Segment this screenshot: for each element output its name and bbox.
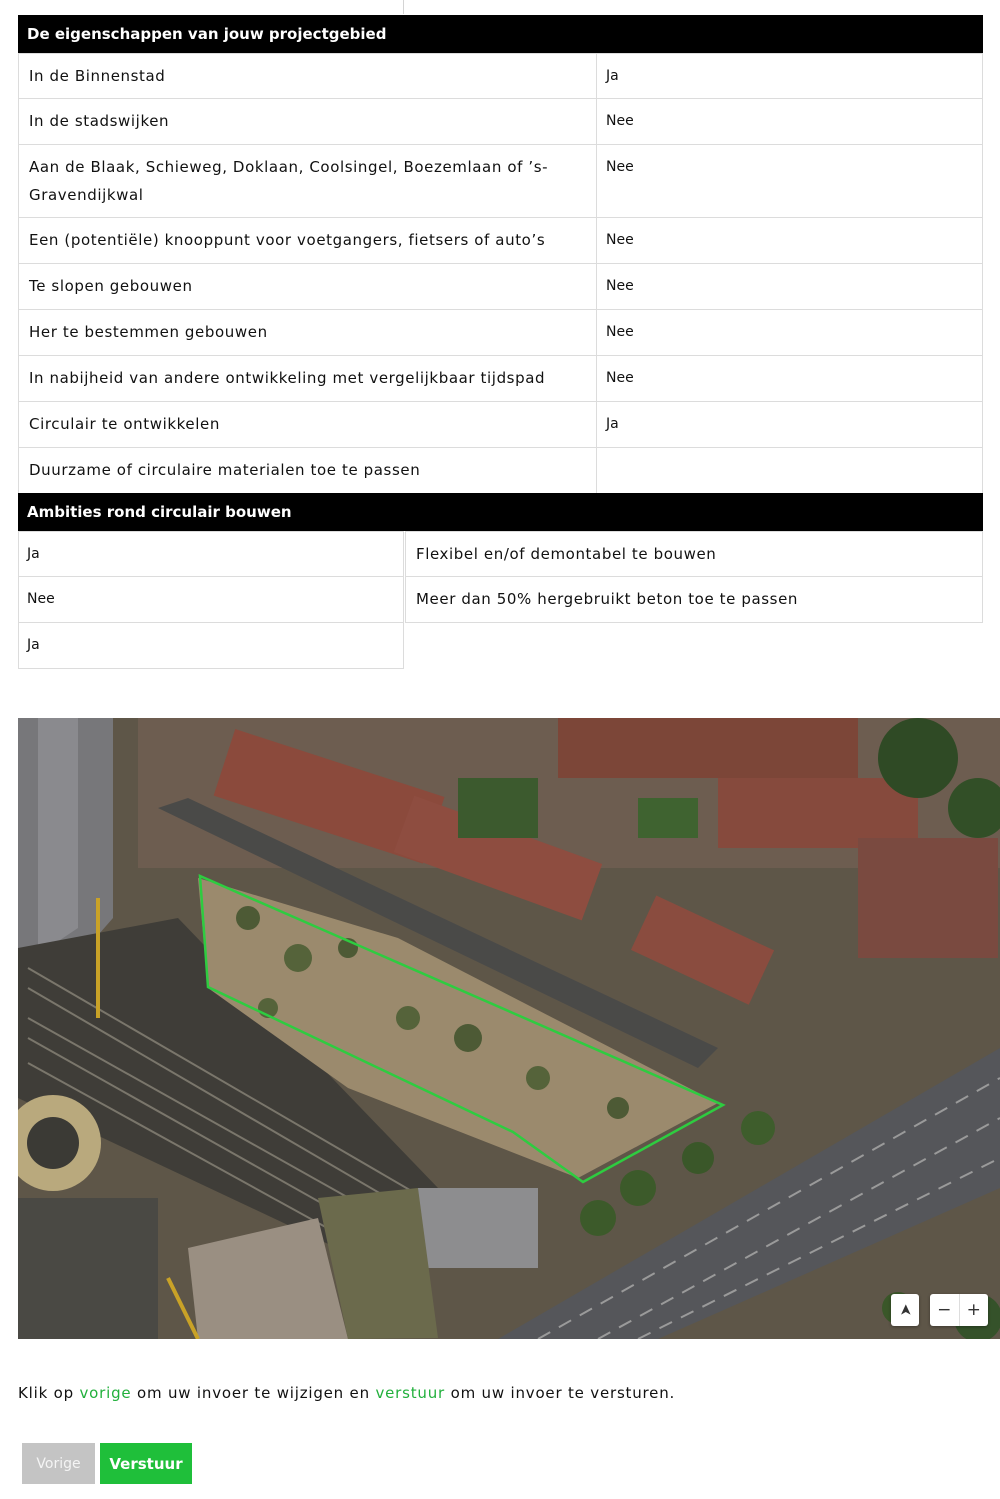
north-arrow-icon: ➤ [895, 1303, 914, 1317]
vorige-link[interactable]: vorige [79, 1384, 132, 1402]
top-divider [403, 0, 404, 14]
property-value-bestemmen: Nee [596, 309, 983, 356]
verstuur-link[interactable]: verstuur [375, 1384, 446, 1402]
property-label-slopen: Te slopen gebouwen [18, 263, 597, 310]
project-area-map[interactable] [18, 718, 1000, 1339]
submit-button[interactable]: Verstuur [100, 1443, 192, 1484]
property-label-bestemmen: Her te bestemmen gebouwen [18, 309, 597, 356]
project-properties-title: De eigenschappen van jouw projectgebied [27, 25, 387, 43]
ambition-label-flexibel: Flexibel en/of demontabel te bouwen [405, 531, 983, 577]
property-value-hoofdwegen: Nee [596, 144, 983, 218]
zoom-in-button[interactable]: + [966, 1300, 981, 1320]
aerial-photo [18, 718, 1000, 1339]
property-value-circulair: Ja [596, 401, 983, 448]
property-label-materialen: Duurzame of circulaire materialen toe te passen [18, 447, 597, 494]
instruction-part-1: Klik op [18, 1384, 80, 1402]
circular-ambitions-title: Ambities rond circulair bouwen [27, 503, 292, 521]
zoom-out-button[interactable]: − [930, 1294, 960, 1326]
property-label-binnenstad: In de Binnenstad [18, 53, 597, 99]
previous-button[interactable]: Vorige [22, 1443, 95, 1484]
property-value-nabijheid: Nee [596, 355, 983, 402]
map-zoom-control [930, 1294, 988, 1326]
ambition-value-beton: Nee [18, 576, 404, 623]
property-value-slopen: Nee [596, 263, 983, 310]
property-label-hoofdwegen: Aan de Blaak, Schieweg, Doklaan, Coolsingel, Boezemlaan of ’s-Gravendijkwal [18, 144, 597, 218]
project-properties-header [18, 15, 983, 53]
property-label-stadswijken: In de stadswijken [18, 98, 597, 145]
property-label-knooppunt: Een (potentiële) knooppunt voor voetgangers, fietsers of auto’s [18, 217, 597, 264]
property-label-nabijheid: In nabijheid van andere ontwikkeling met vergelijkbaar tijdspad [18, 355, 597, 402]
property-value-binnenstad: Ja [596, 53, 983, 99]
map-north-button[interactable] [891, 1294, 919, 1326]
property-value-materialen [596, 447, 983, 494]
ambition-value-extra: Ja [18, 622, 404, 669]
instruction-part-2: om uw invoer te wijzigen en [131, 1384, 376, 1402]
ambition-label-beton: Meer dan 50% hergebruikt beton toe te passen [405, 576, 983, 623]
circular-ambitions-header [18, 493, 983, 531]
instruction-text [18, 1384, 675, 1402]
property-label-circulair: Circulair te ontwikkelen [18, 401, 597, 448]
instruction-part-3: om uw invoer te versturen. [445, 1384, 676, 1402]
property-value-knooppunt: Nee [596, 217, 983, 264]
ambition-value-flexibel: Ja [18, 531, 404, 577]
property-value-stadswijken: Nee [596, 98, 983, 145]
